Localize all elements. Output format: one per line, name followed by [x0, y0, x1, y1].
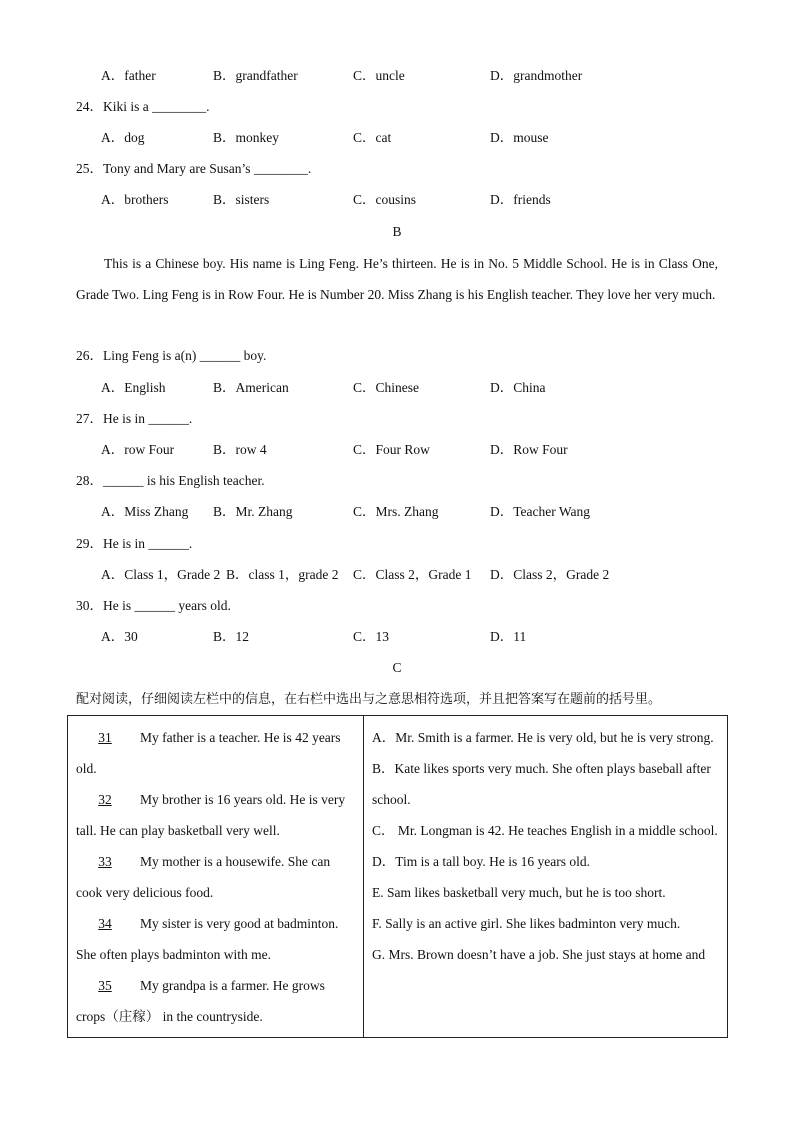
right-option-g: G. Mrs. Brown doesn’t have a job. She just stays at home and	[372, 947, 706, 962]
answer-blank-32[interactable]: 32	[98, 792, 112, 807]
q25-option-b[interactable]: B．sisters	[213, 192, 270, 207]
q28-option-d[interactable]: D．Teacher Wang	[490, 504, 591, 519]
right-option-c: C． Mr. Longman is 42. He teaches English in a middle school.	[372, 823, 718, 838]
q24-option-a[interactable]: A．dog	[101, 130, 145, 145]
q23-option-a[interactable]: A．father	[101, 68, 156, 83]
right-option-b: B．Kate likes sports very much. She often plays baseball after school.	[372, 761, 711, 807]
q25-stem: 25．Tony and Mary are Susan’s ________.	[76, 161, 312, 176]
passage-text: This is a Chinese boy. His name is Ling Feng. He’s thirteen. He is in No. 5 Middle School. He is in Class One, Grade Two. Ling Feng is in Row Four. He is Number 20. Miss Zhang is his English teacher. They love her very much.	[76, 256, 718, 302]
q30-option-a[interactable]: A．30	[101, 629, 138, 644]
answer-blank-31[interactable]: 31	[98, 730, 112, 745]
answer-blank-34[interactable]: 34	[98, 916, 112, 931]
right-column	[364, 716, 728, 1038]
q24-stem: 24．Kiki is a ________.	[76, 99, 210, 114]
q28-option-c[interactable]: C．Mrs. Zhang	[353, 504, 439, 519]
q30-option-d[interactable]: D．11	[490, 629, 527, 644]
q23-option-c[interactable]: C．uncle	[353, 68, 405, 83]
q27-stem: 27．He is in ______.	[76, 411, 193, 426]
q29-option-d[interactable]: D．Class 2，Grade 2	[490, 567, 610, 582]
answer-blank-33[interactable]: 33	[98, 854, 112, 869]
right-option-e: E. Sam likes basketball very much, but he is too short.	[372, 885, 666, 900]
left-item-32: 32 My brother is 16 years old. He is very tall. He can play basketball very well.	[76, 784, 355, 846]
q23-option-b[interactable]: B．grandfather	[213, 68, 298, 83]
q25-option-a[interactable]: A．brothers	[101, 192, 169, 207]
q26-stem: 26．Ling Feng is a(n) ______ boy.	[76, 348, 267, 363]
q27-option-d[interactable]: D．Row Four	[490, 442, 568, 457]
left-item-31: 31 My father is a teacher. He is 42 years old.	[76, 722, 355, 784]
q24-option-c[interactable]: C．cat	[353, 130, 392, 145]
answer-blank-35[interactable]: 35	[98, 978, 112, 993]
section-b-heading: B	[392, 224, 402, 239]
q28-stem: 28．______ is his English teacher.	[76, 473, 265, 488]
q23-option-d[interactable]: D．grandmother	[490, 68, 583, 83]
right-option-f: F. Sally is an active girl. She likes badminton very much.	[372, 916, 681, 931]
q27-option-b[interactable]: B．row 4	[213, 442, 267, 457]
matching-table	[67, 715, 728, 1038]
q29-option-a[interactable]: A．Class 1，Grade 2	[101, 567, 221, 582]
q30-option-c[interactable]: C．13	[353, 629, 390, 644]
q30-stem: 30．He is ______ years old.	[76, 598, 231, 613]
q25-option-d[interactable]: D．friends	[490, 192, 551, 207]
left-item-33: 33 My mother is a housewife. She can cook very delicious food.	[76, 846, 355, 908]
q26-option-a[interactable]: A．English	[101, 380, 166, 395]
left-item-34: 34 My sister is very good at badminton. She often plays badminton with me.	[76, 908, 355, 970]
left-column	[68, 716, 364, 1038]
q26-option-d[interactable]: D．China	[490, 380, 546, 395]
q29-stem: 29．He is in ______.	[76, 536, 193, 551]
q29-option-c[interactable]: C．Class 2，Grade 1	[353, 567, 472, 582]
q27-option-c[interactable]: C．Four Row	[353, 442, 430, 457]
right-option-d: D．Tim is a tall boy. He is 16 years old.	[372, 854, 590, 869]
q25-option-c[interactable]: C．cousins	[353, 192, 417, 207]
q30-option-b[interactable]: B．12	[213, 629, 250, 644]
q26-option-b[interactable]: B．American	[213, 380, 289, 395]
q28-option-a[interactable]: A．Miss Zhang	[101, 504, 189, 519]
q26-option-c[interactable]: C．Chinese	[353, 380, 419, 395]
right-option-a: A．Mr. Smith is a farmer. He is very old, but he is very strong.	[372, 730, 714, 745]
q28-option-b[interactable]: B．Mr. Zhang	[213, 504, 293, 519]
q24-option-b[interactable]: B．monkey	[213, 130, 279, 145]
q29-option-b[interactable]: B．class 1，grade 2	[226, 567, 339, 582]
section-c-heading: C	[392, 660, 402, 675]
section-c-instruction: 配对阅读，仔细阅读左栏中的信息，在右栏中选出与之意思相符选项，并且把答案写在题前的括号里。	[76, 692, 662, 707]
q27-option-a[interactable]: A．row Four	[101, 442, 175, 457]
left-item-35: 35 My grandpa is a farmer. He grows crops（庄稼） in the countryside.	[76, 970, 355, 1032]
section-b-passage	[76, 248, 718, 310]
q24-option-d[interactable]: D．mouse	[490, 130, 549, 145]
